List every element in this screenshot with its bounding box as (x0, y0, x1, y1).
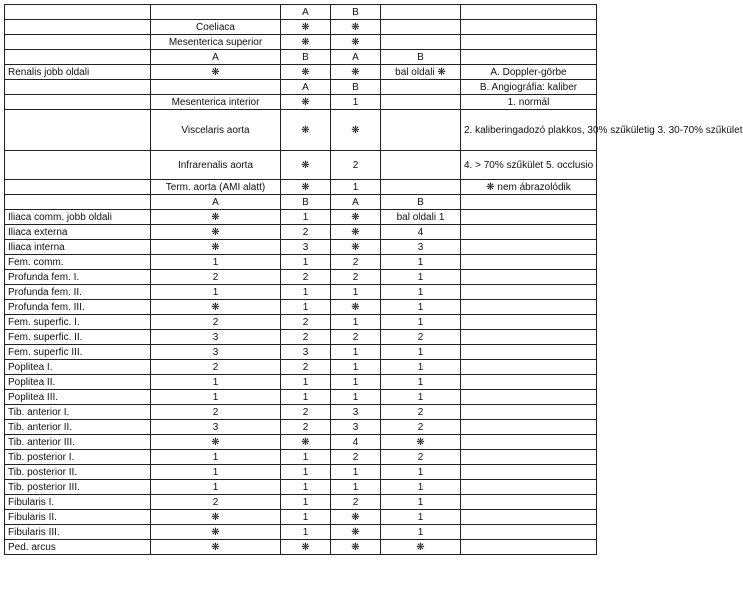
cell-b2: 4 (381, 225, 461, 240)
cell-b2: 2 (381, 330, 461, 345)
cell-a2: 1 (331, 375, 381, 390)
cell-b2: 1 (381, 375, 461, 390)
cell-b2: 1 (381, 315, 461, 330)
row-label: Tib. anterior II. (5, 420, 151, 435)
cell-a2: ❋ (331, 240, 381, 255)
cell-b2: 1 (381, 465, 461, 480)
row-label: Poplitea III. (5, 390, 151, 405)
cell-a: ❋ (281, 20, 331, 35)
legend-1: 1. normál (461, 95, 597, 110)
table-row (5, 435, 597, 450)
cell-a2: ❋ (331, 525, 381, 540)
cell-b2: bal oldali 1 (381, 210, 461, 225)
vascular-findings-table (4, 4, 743, 588)
cell-b2: 1 (381, 495, 461, 510)
table-row (5, 360, 597, 375)
cell-a2: 1 (331, 480, 381, 495)
cell-b: 1 (281, 495, 331, 510)
cell-b: ❋ (281, 435, 331, 450)
col-b-header: B (331, 5, 381, 20)
cell-b2: 1 (381, 510, 461, 525)
cell-a: 1 (151, 255, 281, 270)
cell-b: ❋ (331, 35, 381, 50)
cell-a: 2 (151, 360, 281, 375)
legend-4-5: 4. > 70% szűkület 5. occlusio (461, 151, 597, 180)
row-label: Renalis jobb oldali (5, 65, 151, 80)
table-row (5, 390, 597, 405)
legend-star: ❋ nem ábrazolódik (461, 180, 597, 195)
row-label: Iliaca externa (5, 225, 151, 240)
cell-a2: 1 (331, 465, 381, 480)
table-row (5, 405, 597, 420)
cell-b: 2 (281, 270, 331, 285)
table-row (5, 495, 597, 510)
cell-b: 2 (281, 225, 331, 240)
cell-a2: 3 (331, 405, 381, 420)
cell-b: 1 (281, 390, 331, 405)
row-label: Fibularis I. (5, 495, 151, 510)
top-header-row (5, 5, 597, 20)
cell-b: ❋ (331, 20, 381, 35)
cell-a: ❋ (151, 210, 281, 225)
cell-b: 2 (281, 420, 331, 435)
col-a-header: A (151, 50, 281, 65)
table-row (5, 525, 597, 540)
cell-b: 2 (281, 405, 331, 420)
col-b-header: B (281, 50, 331, 65)
row-label: Mesenterica superior (151, 35, 281, 50)
col-b-header: B (381, 195, 461, 210)
cell-a: ❋ (281, 180, 331, 195)
cell-b: 2 (281, 315, 331, 330)
cell-a2: 2 (331, 330, 381, 345)
table-row (5, 300, 597, 315)
cell-a: 1 (151, 285, 281, 300)
cell-b2: 2 (381, 450, 461, 465)
cell-b: 1 (281, 210, 331, 225)
cell-b2: 1 (381, 300, 461, 315)
cell-b2: 1 (381, 270, 461, 285)
cell-a2: ❋ (331, 300, 381, 315)
cell-b2: ❋ (381, 540, 461, 555)
cell-b: 1 (281, 510, 331, 525)
cell-a2: 2 (331, 450, 381, 465)
col-a-header: A (281, 5, 331, 20)
cell-a: ❋ (151, 225, 281, 240)
cell-b: 1 (281, 525, 331, 540)
cell-a: 1 (151, 465, 281, 480)
row-renalis (5, 65, 597, 80)
col-b-header: B (331, 80, 381, 95)
cell-b2: 1 (381, 345, 461, 360)
row-label: Term. aorta (AMI alatt) (151, 180, 281, 195)
cell-a2: 2 (331, 495, 381, 510)
cell-a: 2 (151, 270, 281, 285)
cell-a: 2 (151, 495, 281, 510)
cell-a: 2 (151, 405, 281, 420)
cell-b: 1 (281, 375, 331, 390)
row-label: Tib. anterior I. (5, 405, 151, 420)
row-mes-sup (5, 35, 597, 50)
cell-a: 3 (151, 420, 281, 435)
findings-grid (4, 4, 743, 555)
table-row (5, 375, 597, 390)
cell-a2: 3 (331, 420, 381, 435)
row-label: Poplitea I. (5, 360, 151, 375)
row-label: Fibularis III. (5, 525, 151, 540)
cell-a2: ❋ (331, 65, 381, 80)
cell-a: 1 (151, 450, 281, 465)
cell-b2: 1 (381, 525, 461, 540)
row-label: Fem. superfic III. (5, 345, 151, 360)
cell-b2: 2 (381, 405, 461, 420)
cell-a2: 1 (331, 285, 381, 300)
table-row (5, 315, 597, 330)
row-label: Viscelaris aorta (151, 110, 281, 151)
cell-a: ❋ (151, 300, 281, 315)
lower-header-row (5, 195, 597, 210)
col-b-header: B (381, 50, 461, 65)
table-row (5, 420, 597, 435)
cell-a2: 2 (331, 255, 381, 270)
row-label: Profunda fem. III. (5, 300, 151, 315)
cell-a2: 4 (331, 435, 381, 450)
cell-b2: 1 (381, 390, 461, 405)
row-label: Fem. superfic. II. (5, 330, 151, 345)
cell-b: 2 (281, 330, 331, 345)
renal-header-row (5, 50, 597, 65)
cell-a: ❋ (281, 95, 331, 110)
row-label: Coeliaca (151, 20, 281, 35)
cell-b: 1 (281, 300, 331, 315)
cell-a2: ❋ (331, 540, 381, 555)
cell-a: ❋ (151, 540, 281, 555)
cell-a2: ❋ (331, 210, 381, 225)
col-a-header: A (281, 80, 331, 95)
cell-b: 3 (281, 345, 331, 360)
table-row (5, 285, 597, 300)
cell-a2: 1 (331, 360, 381, 375)
cell-b: 1 (281, 480, 331, 495)
row-label: Iliaca interna (5, 240, 151, 255)
table-row (5, 465, 597, 480)
legend-2-3: 2. kaliberingadozó plakkos, 30% szűkületig 3. 30-70% szűkület (461, 110, 597, 151)
row-label: Fibularis II. (5, 510, 151, 525)
row-label: Mesenterica interior (151, 95, 281, 110)
cell-a: 2 (151, 315, 281, 330)
legend-angiography: B. Angiográfia: kaliber (461, 80, 597, 95)
table-row (5, 255, 597, 270)
row-label: Iliaca comm. jobb oldali (5, 210, 151, 225)
row-term-aorta (5, 180, 597, 195)
cell-a2: 1 (331, 345, 381, 360)
cell-a2: ❋ (331, 225, 381, 240)
cell-b2: 1 (381, 255, 461, 270)
row-label: Poplitea II. (5, 375, 151, 390)
row-label: Tib. posterior I. (5, 450, 151, 465)
row-visceralis (5, 110, 597, 151)
cell-b: 1 (281, 255, 331, 270)
cell-a2: 1 (331, 315, 381, 330)
cell-a: 1 (151, 375, 281, 390)
row-coeliaca (5, 20, 597, 35)
row-label: Tib. posterior II. (5, 465, 151, 480)
cell-b2: 1 (381, 285, 461, 300)
cell-b2: 1 (381, 480, 461, 495)
row-label: Infrarenalis aorta (151, 151, 281, 180)
cell-b2: bal oldali ❋ (381, 65, 461, 80)
cell-a: 3 (151, 345, 281, 360)
cell-b: 2 (281, 360, 331, 375)
cell-a: ❋ (281, 110, 331, 151)
row-label: Profunda fem. I. (5, 270, 151, 285)
cell-b: 2 (331, 151, 381, 180)
cell-a: ❋ (151, 525, 281, 540)
row-label: Fem. superfic. I. (5, 315, 151, 330)
cell-b2: 2 (381, 420, 461, 435)
cell-b: 1 (281, 285, 331, 300)
cell-a: ❋ (281, 151, 331, 180)
col-a-header: A (151, 195, 281, 210)
cell-b: 3 (281, 240, 331, 255)
row-label: Tib. posterior III. (5, 480, 151, 495)
cell-b: 1 (281, 450, 331, 465)
table-row (5, 330, 597, 345)
row-label: Ped. arcus (5, 540, 151, 555)
cell-b: 1 (281, 465, 331, 480)
cell-a: 3 (151, 330, 281, 345)
table-row (5, 210, 597, 225)
cell-b2: 3 (381, 240, 461, 255)
cell-b2: ❋ (381, 435, 461, 450)
cell-b: ❋ (281, 65, 331, 80)
table-row (5, 450, 597, 465)
cell-a: 1 (151, 480, 281, 495)
cell-b: ❋ (281, 540, 331, 555)
cell-a: ❋ (151, 435, 281, 450)
table-row (5, 345, 597, 360)
cell-a: ❋ (151, 510, 281, 525)
legend-doppler: A. Doppler-görbe (461, 65, 597, 80)
cell-a: ❋ (151, 240, 281, 255)
mid-header-row (5, 80, 597, 95)
cell-b: 1 (331, 180, 381, 195)
row-label: Tib. anterior III. (5, 435, 151, 450)
cell-a: ❋ (151, 65, 281, 80)
cell-a2: ❋ (331, 510, 381, 525)
table-row (5, 270, 597, 285)
cell-a: 1 (151, 390, 281, 405)
col-a-header: A (331, 195, 381, 210)
cell-a2: 1 (331, 390, 381, 405)
row-mes-inf (5, 95, 597, 110)
table-row (5, 225, 597, 240)
col-b-header: B (281, 195, 331, 210)
table-row (5, 510, 597, 525)
cell-b: 1 (331, 95, 381, 110)
row-infrarenalis (5, 151, 597, 180)
row-label: Profunda fem. II. (5, 285, 151, 300)
table-row (5, 540, 597, 555)
cell-a: ❋ (281, 35, 331, 50)
cell-b2: 1 (381, 360, 461, 375)
row-label: Fem. comm. (5, 255, 151, 270)
cell-a2: 2 (331, 270, 381, 285)
col-a-header: A (331, 50, 381, 65)
cell-b: ❋ (331, 110, 381, 151)
table-row (5, 240, 597, 255)
table-row (5, 480, 597, 495)
